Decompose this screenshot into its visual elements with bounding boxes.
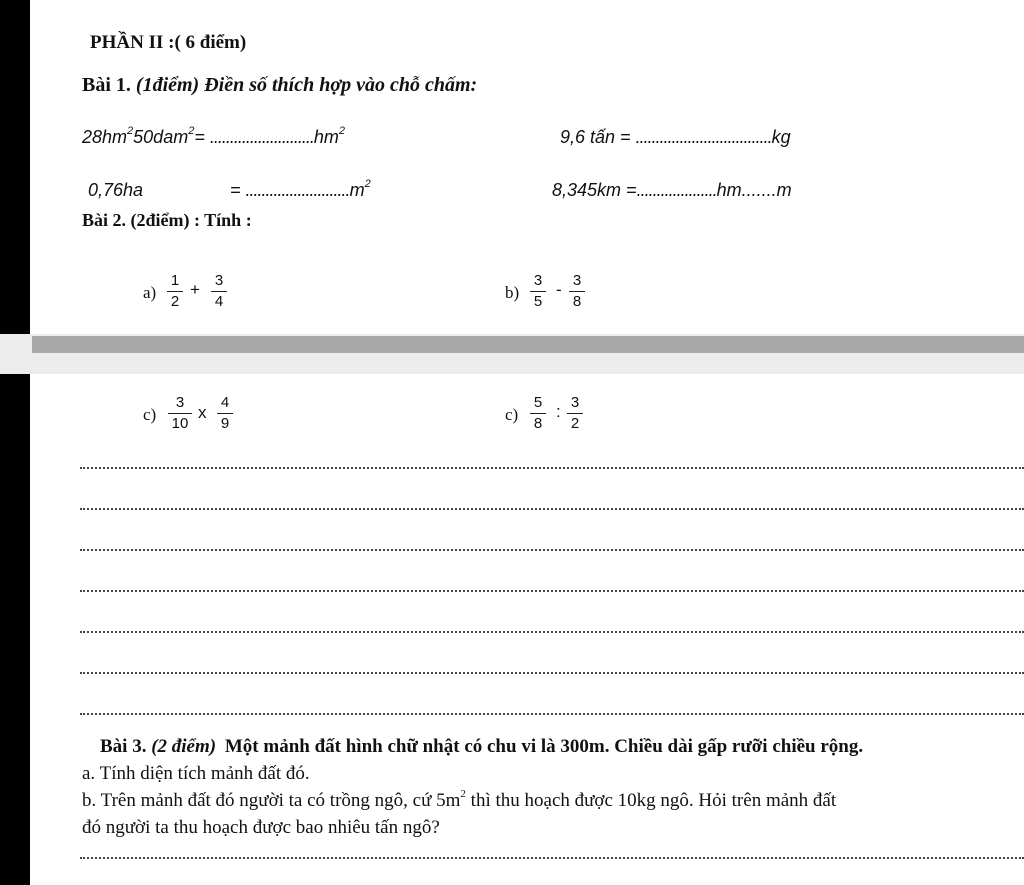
answer-line[interactable]: [80, 631, 1024, 633]
bai2-item-c-frac1: [168, 394, 192, 433]
page-break-bar: [32, 336, 1024, 353]
bai2-item-c-label: c): [143, 405, 157, 424]
bai2-title-instruction: (2điểm) : Tính :: [130, 210, 252, 230]
frac-denominator: 4: [214, 293, 224, 310]
row1-left-blank[interactable]: ..........................: [209, 127, 314, 147]
bai3-line2: a. Tính diện tích mảnh đất đó.: [82, 763, 310, 784]
bai2-title-number: Bài 2.: [82, 210, 127, 230]
bai3-title-number: Bài 3.: [100, 736, 147, 757]
bai3-title-points: (2 điểm): [151, 736, 217, 757]
row2-left-eq: =: [230, 180, 241, 200]
bai2-item-c-frac2: [217, 394, 233, 433]
bai2-item-c-op: x: [198, 403, 207, 422]
bai2-item-d-frac2: [567, 394, 583, 433]
page-left-edge-top: [0, 0, 30, 334]
bai2-item-b-op: -: [556, 280, 562, 299]
row2-right-value: 8,345km =: [552, 180, 637, 200]
answer-line[interactable]: [80, 857, 1024, 859]
frac-numerator: 3: [567, 394, 583, 414]
bai2-item-a-op: +: [190, 280, 200, 299]
bai2-item-a-frac1: [167, 272, 183, 311]
row1-right-blank[interactable]: ..................................: [635, 127, 772, 147]
row2-left-value: 0,76ha: [88, 180, 144, 200]
frac-denominator: 9: [220, 415, 230, 432]
frac-numerator: 3: [569, 272, 585, 292]
frac-numerator: 5: [530, 394, 546, 414]
frac-numerator: 3: [530, 272, 546, 292]
answer-line[interactable]: [80, 590, 1024, 592]
bai2-item-d-label: c): [505, 405, 519, 424]
frac-denominator: 10: [171, 415, 189, 432]
answer-line[interactable]: [80, 508, 1024, 510]
row1-left-unit-sup: 2: [338, 125, 346, 137]
row1-left-eq: =: [194, 127, 205, 147]
row2-right-unit: hm.......m: [716, 180, 792, 200]
bai3-problem-text: Một mảnh đất hình chữ nhật có chu vi là 300m. Chiều dài gấp rưỡi chiều rộng.: [224, 736, 864, 757]
row1-left-unit: hm: [313, 127, 339, 147]
page-left-edge-bottom: [0, 374, 30, 885]
bai1-row1-left: [82, 127, 345, 148]
bai2-title: [82, 210, 252, 231]
bai3-line3-sup: 2: [460, 788, 466, 800]
bai3-line3-pre: b. Trên mảnh đất đó người ta có trồng ngô, cứ 5m: [82, 790, 461, 811]
answer-line[interactable]: [80, 672, 1024, 674]
frac-numerator: 4: [217, 394, 233, 414]
row1-right-value: 9,6 tấn =: [560, 127, 631, 147]
frac-denominator: 8: [572, 293, 582, 310]
row2-right-blank[interactable]: ....................: [636, 180, 717, 200]
row2-left-unit: m: [349, 180, 365, 200]
bai3-line4: đó người ta thu hoạch được bao nhiêu tấn ngô?: [82, 817, 440, 838]
bai1-row2-right: [552, 180, 792, 201]
row1-left-sup1: 2: [127, 125, 134, 137]
part-title: PHẦN II :( 6 điểm): [90, 32, 247, 53]
frac-denominator: 5: [533, 293, 543, 310]
frac-numerator: 3: [168, 394, 192, 414]
frac-numerator: 1: [167, 272, 183, 292]
bai1-title-instruction: (1điểm) Điền số thích hợp vào chỗ chấm:: [135, 74, 478, 96]
row1-left-mid: 50dam: [133, 127, 189, 147]
bai3-line3-post: thì thu hoạch được 10kg ngô. Hỏi trên mảnh đất: [465, 790, 837, 811]
answer-line[interactable]: [80, 467, 1024, 469]
bai2-item-b-frac1: [530, 272, 546, 311]
frac-denominator: 2: [170, 293, 180, 310]
row2-left-blank[interactable]: ..........................: [245, 180, 350, 200]
bai2-item-a-frac2: [211, 272, 227, 311]
row1-left-sup2: 2: [188, 125, 195, 137]
answer-line[interactable]: [80, 549, 1024, 551]
row1-right-unit: kg: [771, 127, 791, 147]
bai2-item-b-label: b): [505, 283, 520, 302]
row2-left-unit-sup: 2: [364, 178, 371, 190]
bai3-line3: [82, 790, 836, 812]
bai2-item-b-frac2: [569, 272, 585, 311]
bai2-item-d-frac1: [530, 394, 546, 433]
bai3-line1: [100, 736, 863, 758]
bai2-item-a-label: a): [143, 283, 157, 302]
page-break: [0, 334, 1024, 374]
frac-denominator: 2: [570, 415, 580, 432]
row1-left-value: 28hm: [82, 127, 128, 147]
bai2-item-d-op: :: [556, 402, 561, 421]
bai1-row2-left: [88, 180, 143, 201]
frac-numerator: 3: [211, 272, 227, 292]
bai1-title-number: Bài 1.: [82, 74, 131, 96]
answer-line[interactable]: [80, 713, 1024, 715]
bai1-row2-left-rest: [230, 180, 371, 201]
bai1-row1-right: [560, 127, 791, 148]
frac-denominator: 8: [533, 415, 543, 432]
bai1-title: [82, 74, 477, 97]
